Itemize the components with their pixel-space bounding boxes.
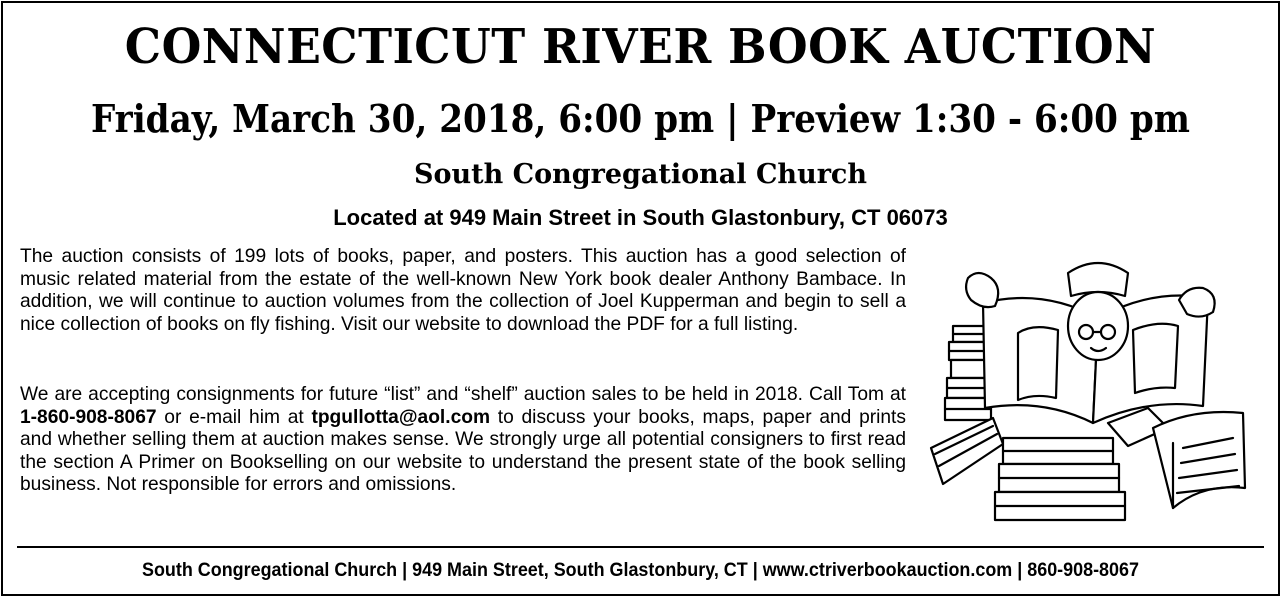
footer-contact-line: South Congregational Church | 949 Main Street, South Glastonbury, CT | www.ctriverbookauction.com | 860-908-8067 xyxy=(142,559,1139,581)
consignment-paragraph xyxy=(20,384,906,497)
auction-title: CONNECTICUT RIVER BOOK AUCTION xyxy=(124,19,1157,75)
email-address[interactable]: tpgullotta@aol.com xyxy=(311,406,491,428)
venue-address: Located at 949 Main Street in South Glastonbury, CT 06073 xyxy=(333,205,948,230)
consignment-text-part-1: We are accepting consignments for future “list” and “shelf” auction sales to be held in 2018. Call Tom at xyxy=(20,384,906,405)
consignment-text-part-2: or e-mail him at xyxy=(156,406,312,428)
auction-date-line: Friday, March 30, 2018, 6:00 pm | Preview 1:30 - 6:00 pm xyxy=(90,96,1190,141)
phone-number[interactable]: 1-860-908-8067 xyxy=(20,406,157,428)
reader-with-books-illustration xyxy=(923,248,1268,528)
description-paragraph: The auction consists of 199 lots of books, paper, and posters. This auction has a good selection of music related material from the estate of the well-known New York book dealer Anthony Bambace. In addition, we will continue to auction volumes from the collection of Joel Kupperman and begin to sell a nice collection of books on fly fishing. Visit our website to download the PDF for a full listing. xyxy=(20,246,906,335)
consignment-text-part-3: to discuss your books, maps, paper and prints and whether selling them at auction makes sense. We strongly urge all potential consigners to first read the section A Primer on Bookselling on our website to understand the present state of the book selling business. Not responsible for errors and omissions. xyxy=(20,406,906,496)
venue-name: South Congregational Church xyxy=(414,159,867,190)
footer-divider xyxy=(17,546,1264,548)
auction-advertisement xyxy=(1,1,1280,596)
